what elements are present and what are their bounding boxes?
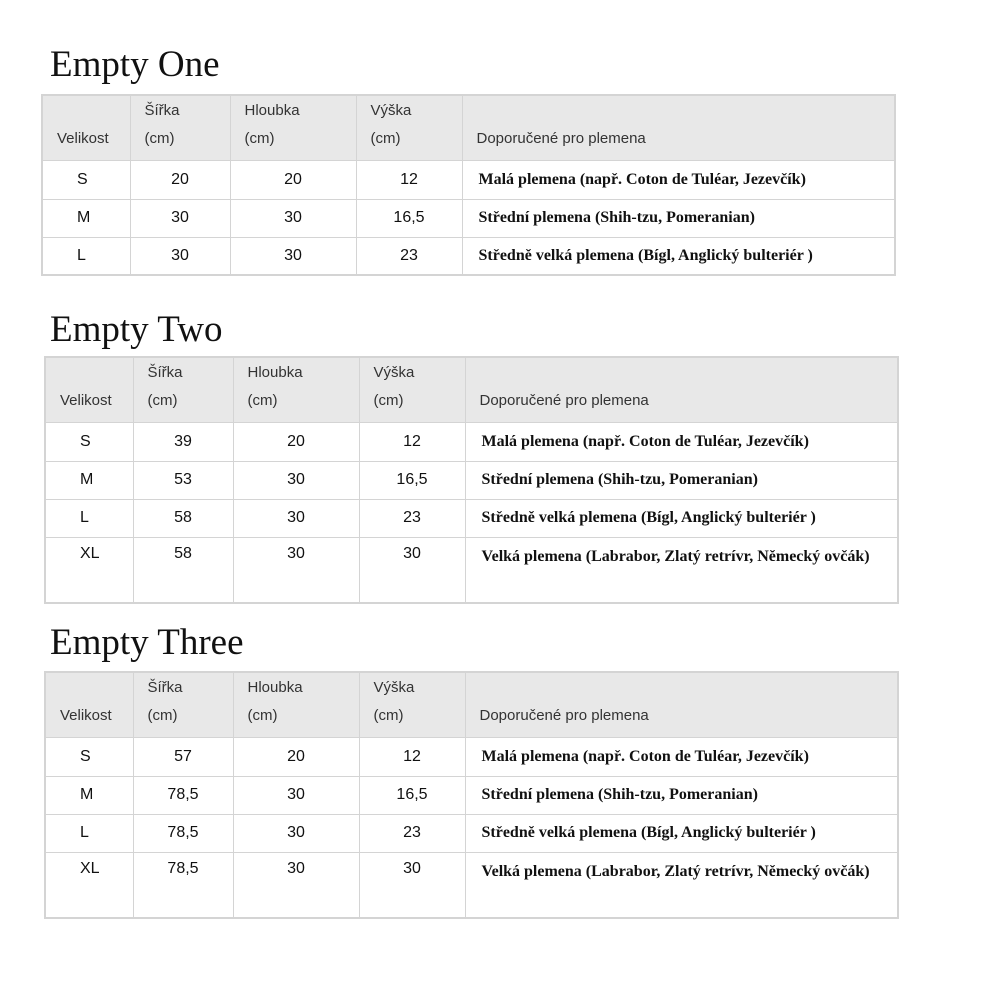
cell-size: M <box>45 461 133 499</box>
size-table-empty-one <box>41 94 896 276</box>
cell-breeds: Středně velká plemena (Bígl, Anglický bulteriér ) <box>462 237 895 275</box>
cell-width: 57 <box>133 737 233 776</box>
cell-height: 12 <box>356 160 462 199</box>
cell-height: 12 <box>359 737 465 776</box>
cell-depth: 20 <box>233 737 359 776</box>
cell-depth: 30 <box>233 461 359 499</box>
cell-width: 78,5 <box>133 776 233 814</box>
header-breeds: Doporučené pro plemena <box>465 357 898 422</box>
header-size: Velikost <box>45 672 133 737</box>
cell-breeds: Velká plemena (Labrabor, Zlatý retrívr, Německý ovčák) <box>465 852 898 918</box>
header-breeds: Doporučené pro plemena <box>465 672 898 737</box>
cell-height: 16,5 <box>359 776 465 814</box>
cell-size: L <box>45 814 133 852</box>
cell-width: 30 <box>130 199 230 237</box>
table-header-row <box>42 95 895 160</box>
table-header-row <box>45 357 898 422</box>
cell-depth: 30 <box>233 776 359 814</box>
cell-depth: 30 <box>230 237 356 275</box>
cell-height: 16,5 <box>359 461 465 499</box>
cell-breeds: Malá plemena (např. Coton de Tuléar, Jezevčík) <box>465 422 898 461</box>
header-width: Šířka (cm) <box>133 672 233 737</box>
header-depth: Hloubka (cm) <box>230 95 356 160</box>
cell-breeds: Malá plemena (např. Coton de Tuléar, Jezevčík) <box>462 160 895 199</box>
cell-width: 53 <box>133 461 233 499</box>
header-size: Velikost <box>45 357 133 422</box>
cell-size: S <box>42 160 130 199</box>
cell-depth: 30 <box>230 199 356 237</box>
section-title-empty-two: Empty Two <box>50 309 223 350</box>
cell-height: 23 <box>359 814 465 852</box>
table-row <box>45 422 898 461</box>
cell-width: 78,5 <box>133 852 233 918</box>
cell-width: 30 <box>130 237 230 275</box>
table-row <box>45 499 898 537</box>
cell-depth: 30 <box>233 499 359 537</box>
cell-breeds: Malá plemena (např. Coton de Tuléar, Jezevčík) <box>465 737 898 776</box>
cell-depth: 30 <box>233 814 359 852</box>
table-row <box>45 537 898 603</box>
cell-height: 12 <box>359 422 465 461</box>
table-row <box>45 737 898 776</box>
cell-height: 16,5 <box>356 199 462 237</box>
cell-size: XL <box>45 852 133 918</box>
header-breeds: Doporučené pro plemena <box>462 95 895 160</box>
cell-size: XL <box>45 537 133 603</box>
cell-width: 78,5 <box>133 814 233 852</box>
cell-size: L <box>45 499 133 537</box>
cell-depth: 30 <box>233 852 359 918</box>
table-row <box>45 814 898 852</box>
cell-height: 30 <box>359 537 465 603</box>
header-width: Šířka (cm) <box>133 357 233 422</box>
header-height: Výška (cm) <box>359 672 465 737</box>
table-header-row <box>45 672 898 737</box>
cell-depth: 30 <box>233 537 359 603</box>
header-size: Velikost <box>42 95 130 160</box>
header-depth: Hloubka (cm) <box>233 357 359 422</box>
cell-size: M <box>45 776 133 814</box>
table-row <box>42 160 895 199</box>
table-row <box>45 852 898 918</box>
cell-breeds: Střední plemena (Shih-tzu, Pomeranian) <box>462 199 895 237</box>
header-height: Výška (cm) <box>359 357 465 422</box>
header-depth: Hloubka (cm) <box>233 672 359 737</box>
cell-width: 58 <box>133 499 233 537</box>
cell-width: 39 <box>133 422 233 461</box>
cell-size: M <box>42 199 130 237</box>
cell-size: L <box>42 237 130 275</box>
cell-breeds: Středně velká plemena (Bígl, Anglický bulteriér ) <box>465 499 898 537</box>
cell-breeds: Velká plemena (Labrabor, Zlatý retrívr, Německý ovčák) <box>465 537 898 603</box>
size-table-empty-three <box>44 671 899 919</box>
cell-depth: 20 <box>230 160 356 199</box>
cell-height: 23 <box>359 499 465 537</box>
table-row <box>42 237 895 275</box>
size-table-empty-two <box>44 356 899 604</box>
cell-size: S <box>45 737 133 776</box>
cell-breeds: Středně velká plemena (Bígl, Anglický bulteriér ) <box>465 814 898 852</box>
cell-height: 30 <box>359 852 465 918</box>
cell-width: 58 <box>133 537 233 603</box>
table-row <box>45 461 898 499</box>
section-title-empty-one: Empty One <box>50 44 220 85</box>
cell-breeds: Střední plemena (Shih-tzu, Pomeranian) <box>465 461 898 499</box>
table-row <box>42 199 895 237</box>
header-height: Výška (cm) <box>356 95 462 160</box>
cell-breeds: Střední plemena (Shih-tzu, Pomeranian) <box>465 776 898 814</box>
table-row <box>45 776 898 814</box>
cell-depth: 20 <box>233 422 359 461</box>
header-width: Šířka (cm) <box>130 95 230 160</box>
cell-size: S <box>45 422 133 461</box>
cell-width: 20 <box>130 160 230 199</box>
cell-height: 23 <box>356 237 462 275</box>
section-title-empty-three: Empty Three <box>50 622 244 663</box>
